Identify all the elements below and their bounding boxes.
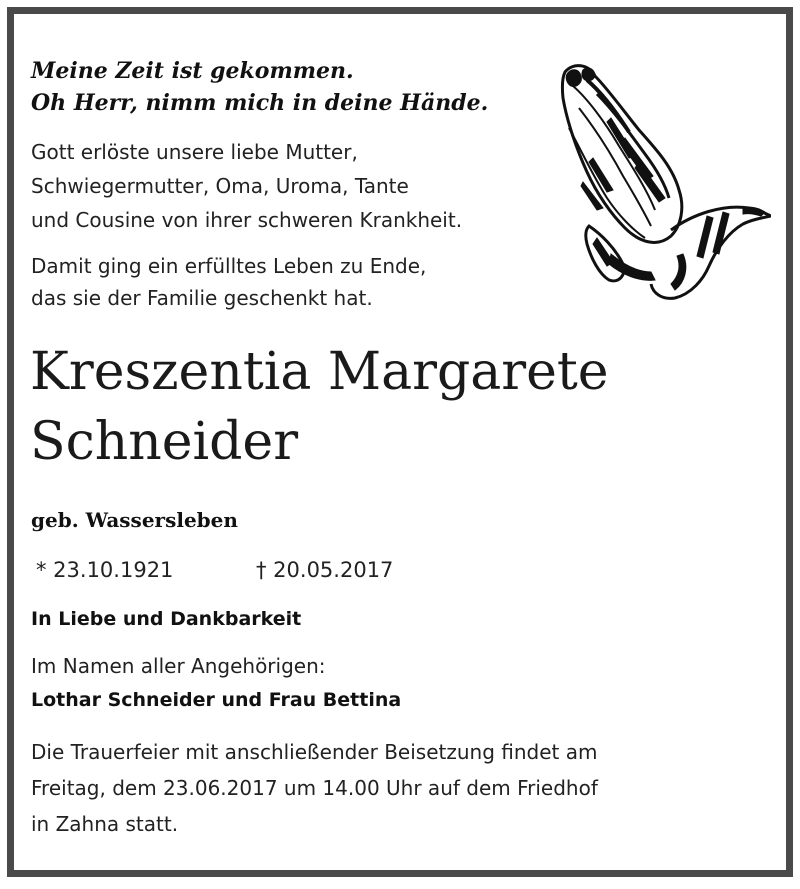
signoff-intro: Im Namen aller Angehörigen: [31,654,326,678]
maiden-name: geb. Wassersleben [31,508,238,532]
deceased-name-line-2: Schneider [30,412,299,472]
signoff-names: Lothar Schneider und Frau Bettina [31,689,402,711]
announcement-line-2: Schwiegermutter, Oma, Uroma, Tante [31,174,409,198]
announcement-line-1: Gott erlöste unsere liebe Mutter, [31,140,358,164]
motto-line-1: Meine Zeit ist gekommen. [31,58,354,84]
birth-date: * 23.10.1921 [36,558,174,582]
life-line-1: Damit ging ein erfülltes Leben zu Ende, [31,254,427,278]
funeral-line-1: Die Trauerfeier mit anschließender Beisetzung findet am [31,740,598,764]
life-line-2: das sie der Familie geschenkt hat. [31,286,373,310]
funeral-line-2: Freitag, dem 23.06.2017 um 14.00 Uhr auf dem Friedhof [31,776,598,800]
praying-hands-icon [553,58,771,302]
death-date: † 20.05.2017 [256,558,394,582]
deceased-name-line-1: Kreszentia Margarete [30,342,609,402]
closing-text: In Liebe und Dankbarkeit [31,608,302,630]
funeral-line-3: in Zahna statt. [31,812,179,836]
motto-line-2: Oh Herr, nimm mich in deine Hände. [31,90,489,116]
announcement-line-3: und Cousine von ihrer schweren Krankheit. [31,208,463,232]
